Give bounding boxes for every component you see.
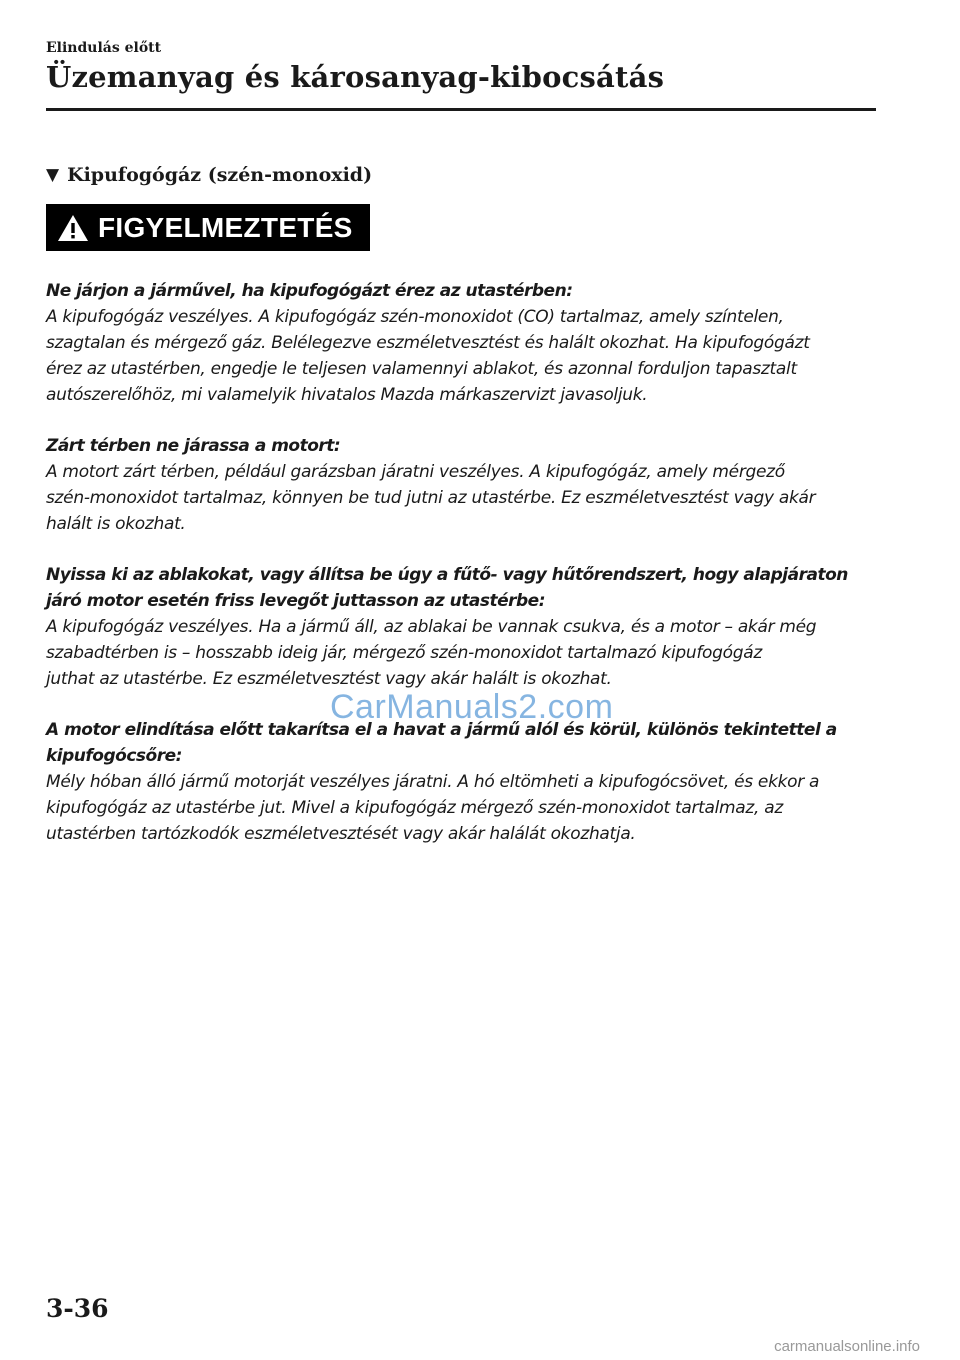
warning-text-line: halált is okozhat. <box>46 514 186 534</box>
warning-text-line: Mély hóban álló jármű motorját veszélyes járatni. A hó eltömheti a kipufogócsövet, és ekkor a <box>46 772 820 792</box>
warning-item <box>46 278 878 408</box>
warning-text-line: utastérben tartózkodók eszméletvesztését vagy akár halálát okozhatja. <box>46 824 636 844</box>
warning-text-line: juthat az utastérbe. Ez eszméletvesztést vagy akár halált is okozhat. <box>46 669 612 689</box>
running-head: Elindulás előtt <box>46 40 162 56</box>
warning-text-line: A kipufogógáz veszélyes. Ha a jármű áll, az ablakai be vannak csukva, és a motor – akár még <box>46 617 817 637</box>
warning-text-line: kipufogógáz az utastérbe jut. Mivel a kipufogógáz mérgező szén-monoxidot tartalmaz, az <box>46 798 783 818</box>
footer-site-link[interactable]: carmanualsonline.info <box>774 1338 920 1355</box>
warning-title: A motor elindítása előtt takarítsa el a havat a jármű alól és körül, különös tekintettel a kipufogócsőre: <box>46 720 837 766</box>
warning-banner <box>46 204 370 251</box>
watermark: CarManuals2.com <box>330 688 614 726</box>
title-divider <box>46 108 876 111</box>
warning-text-line: szabadtérben is – hosszabb ideig jár, mérgező szén-monoxidot tartalmazó kipufogógáz <box>46 643 762 663</box>
chapter-title: Üzemanyag és károsanyag-kibocsátás <box>46 60 665 94</box>
warning-item <box>46 433 878 537</box>
warning-text-line: szagtalan és mérgező gáz. Belélegezve eszméletvesztést és halált okozhat. Ha kipufogógázt <box>46 333 810 353</box>
warning-title: Ne járjon a járművel, ha kipufogógázt érez az utastérben: <box>46 281 573 301</box>
warning-list <box>46 278 878 872</box>
warning-text-line: A motort zárt térben, például garázsban járatni veszélyes. A kipufogógáz, amely mérgező <box>46 462 785 482</box>
section-heading <box>46 164 372 186</box>
section-marker-icon: ▼ <box>46 165 60 185</box>
warning-text-line: szén-monoxidot tartalmaz, könnyen be tud jutni az utastérbe. Ez eszméletvesztést vagy akár <box>46 488 816 508</box>
section-heading-text: Kipufogógáz (szén-monoxid) <box>67 164 373 186</box>
warning-item <box>46 717 878 847</box>
warning-text-line: A kipufogógáz veszélyes. A kipufogógáz szén-monoxidot (CO) tartalmaz, amely színtelen, <box>46 307 784 327</box>
warning-title: Nyissa ki az ablakokat, vagy állítsa be úgy a fűtő- vagy hűtőrendszert, hogy alapjáraton járó motor esetén friss levegőt juttasson az utastérbe: <box>46 565 848 611</box>
warning-text-line: autószerelőhöz, mi valamelyik hivatalos Mazda márkaszervizt javasoljuk. <box>46 385 648 405</box>
warning-triangle-icon <box>56 213 90 243</box>
page-number: 3-36 <box>46 1294 109 1323</box>
warning-item <box>46 562 878 692</box>
warning-text-line: érez az utastérben, engedje le teljesen valamennyi ablakot, és azonnal forduljon tapasztalt <box>46 359 797 379</box>
warning-title: Zárt térben ne járassa a motort: <box>46 436 341 456</box>
warning-banner-label: FIGYELMEZTETÉS <box>98 211 353 243</box>
